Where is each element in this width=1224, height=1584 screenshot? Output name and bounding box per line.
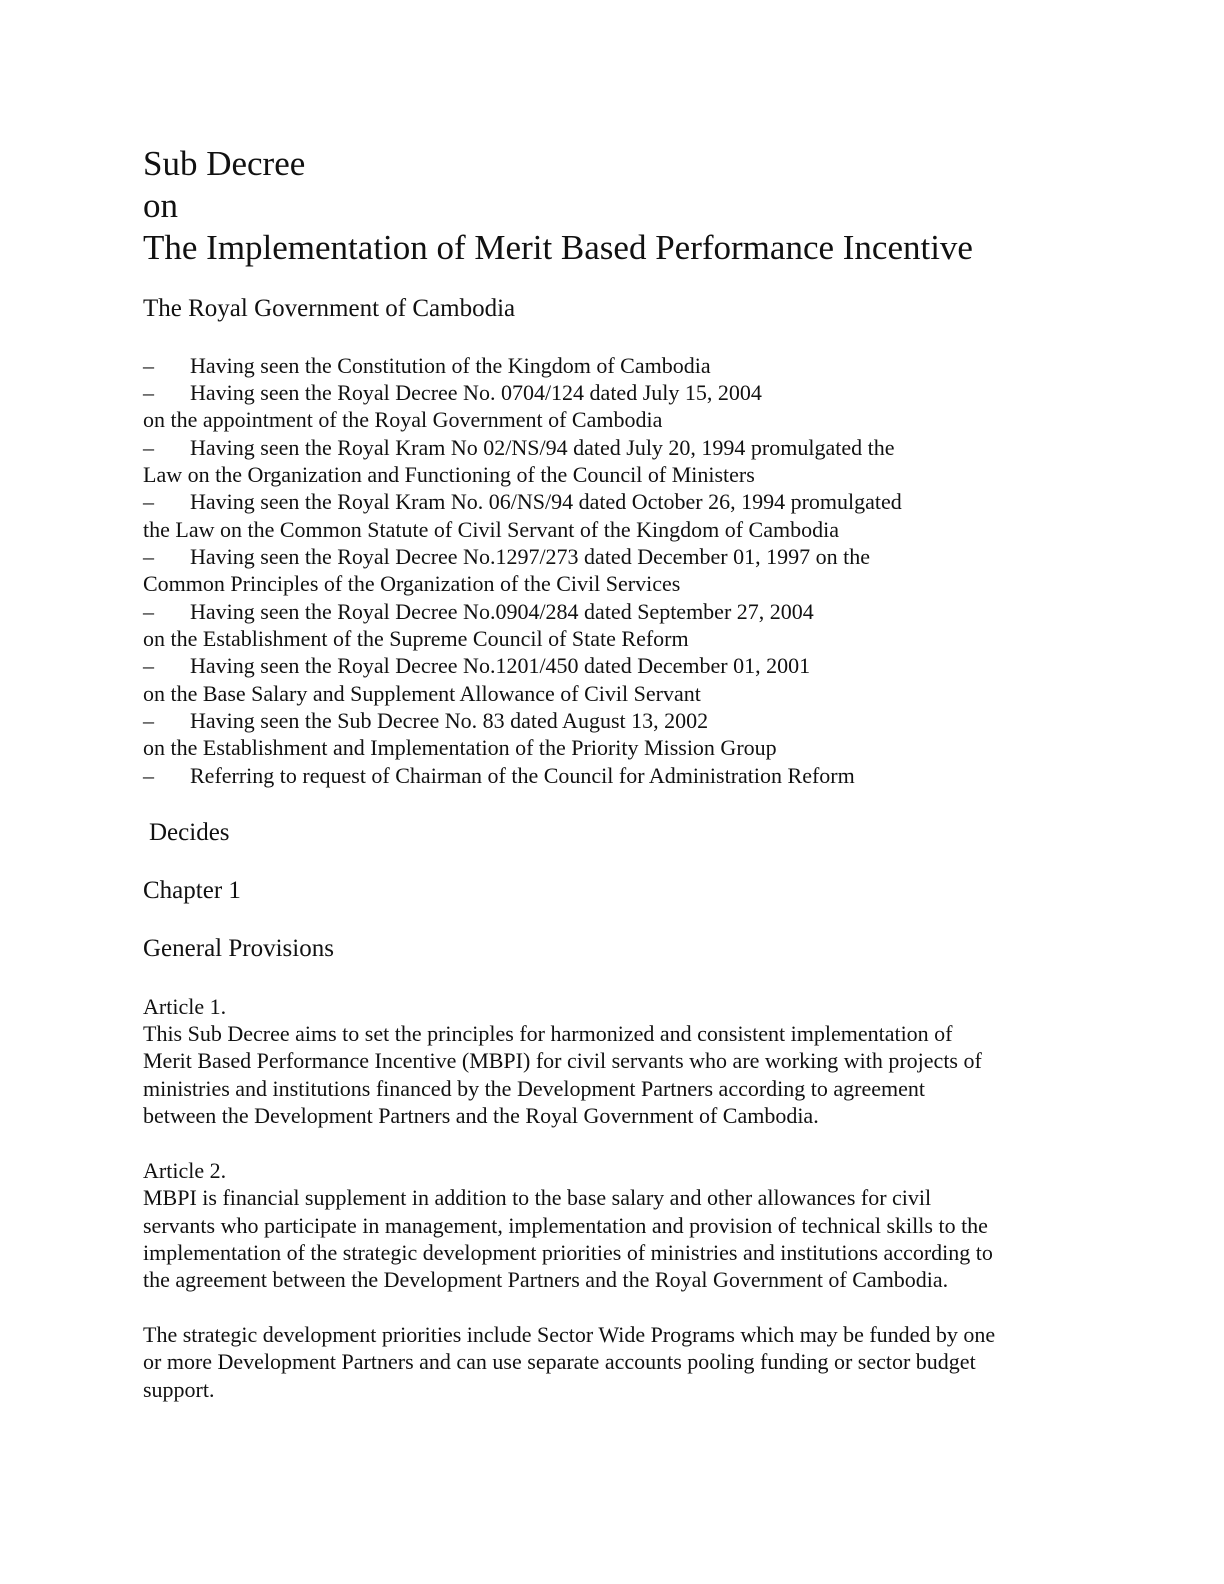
preamble-text: Referring to request of Chairman of the Council for Administration Reform	[190, 763, 855, 788]
government-heading: The Royal Government of Cambodia	[143, 295, 516, 322]
dash-bullet: –	[143, 708, 154, 733]
preamble-item	[143, 379, 762, 406]
title-line-3: The Implementation of Merit Based Performance Incentive	[143, 228, 973, 267]
preamble-text: Having seen the Sub Decree No. 83 dated August 13, 2002	[190, 708, 709, 733]
preamble-item	[143, 598, 814, 625]
article-2-heading: Article 2.	[143, 1158, 227, 1183]
article-2-text-line: the agreement between the Development Partners and the Royal Government of Cambodia.	[143, 1267, 949, 1292]
preamble-continuation: the Law on the Common Statute of Civil Servant of the Kingdom of Cambodia	[143, 517, 839, 542]
article-1-text-line: between the Development Partners and the Royal Government of Cambodia.	[143, 1103, 819, 1128]
preamble-item	[143, 488, 902, 515]
preamble-continuation: Law on the Organization and Functioning of the Council of Ministers	[143, 462, 755, 487]
preamble-text: Having seen the Constitution of the Kingdom of Cambodia	[190, 353, 711, 378]
preamble-continuation: on the Base Salary and Supplement Allowance of Civil Servant	[143, 681, 701, 706]
preamble-continuation: on the appointment of the Royal Government of Cambodia	[143, 407, 663, 432]
article-2-text-line: implementation of the strategic development priorities of ministries and institutions according to	[143, 1240, 993, 1265]
decides-heading: Decides	[149, 819, 230, 846]
article-2-text-line: servants who participate in management, implementation and provision of technical skills to the	[143, 1213, 988, 1238]
dash-bullet: –	[143, 599, 154, 624]
preamble-continuation: on the Establishment of the Supreme Council of State Reform	[143, 626, 689, 651]
preamble-item	[143, 707, 708, 734]
preamble-continuation: on the Establishment and Implementation of the Priority Mission Group	[143, 735, 777, 760]
article-2-text-line: or more Development Partners and can use separate accounts pooling funding or sector budget	[143, 1349, 976, 1374]
preamble-item	[143, 652, 810, 679]
preamble-item	[143, 434, 895, 461]
preamble-text: Having seen the Royal Kram No. 06/NS/94 dated October 26, 1994 promulgated	[190, 489, 902, 514]
dash-bullet: –	[143, 353, 154, 378]
title-line-1: Sub Decree	[143, 144, 306, 183]
article-1-text-line: ministries and institutions financed by the Development Partners according to agreement	[143, 1076, 926, 1101]
preamble-item	[143, 543, 870, 570]
article-1-heading: Article 1.	[143, 994, 227, 1019]
preamble-item	[143, 352, 711, 379]
preamble-text: Having seen the Royal Decree No.1201/450 dated December 01, 2001	[190, 653, 811, 678]
preamble-item	[143, 762, 855, 789]
article-2-text-line: The strategic development priorities include Sector Wide Programs which may be funded by one	[143, 1322, 996, 1347]
preamble-text: Having seen the Royal Decree No. 0704/124 dated July 15, 2004	[190, 380, 762, 405]
dash-bullet: –	[143, 763, 154, 788]
dash-bullet: –	[143, 380, 154, 405]
preamble-text: Having seen the Royal Decree No.1297/273 dated December 01, 1997 on the	[190, 544, 870, 569]
dash-bullet: –	[143, 489, 154, 514]
preamble-continuation: Common Principles of the Organization of the Civil Services	[143, 571, 681, 596]
article-2-text-line: MBPI is financial supplement in addition to the base salary and other allowances for civil	[143, 1185, 932, 1210]
preamble-text: Having seen the Royal Decree No.0904/284 dated September 27, 2004	[190, 599, 814, 624]
preamble-text: Having seen the Royal Kram No 02/NS/94 dated July 20, 1994 promulgated the	[190, 435, 895, 460]
dash-bullet: –	[143, 544, 154, 569]
title-line-2: on	[143, 186, 178, 225]
article-1-text-line: This Sub Decree aims to set the principles for harmonized and consistent implementation of	[143, 1021, 953, 1046]
article-2-text-line: support.	[143, 1377, 215, 1402]
dash-bullet: –	[143, 653, 154, 678]
dash-bullet: –	[143, 435, 154, 460]
article-1-text-line: Merit Based Performance Incentive (MBPI) for civil servants who are working with projects of	[143, 1048, 982, 1073]
chapter-heading: Chapter 1	[143, 877, 241, 904]
chapter-title: General Provisions	[143, 935, 334, 962]
